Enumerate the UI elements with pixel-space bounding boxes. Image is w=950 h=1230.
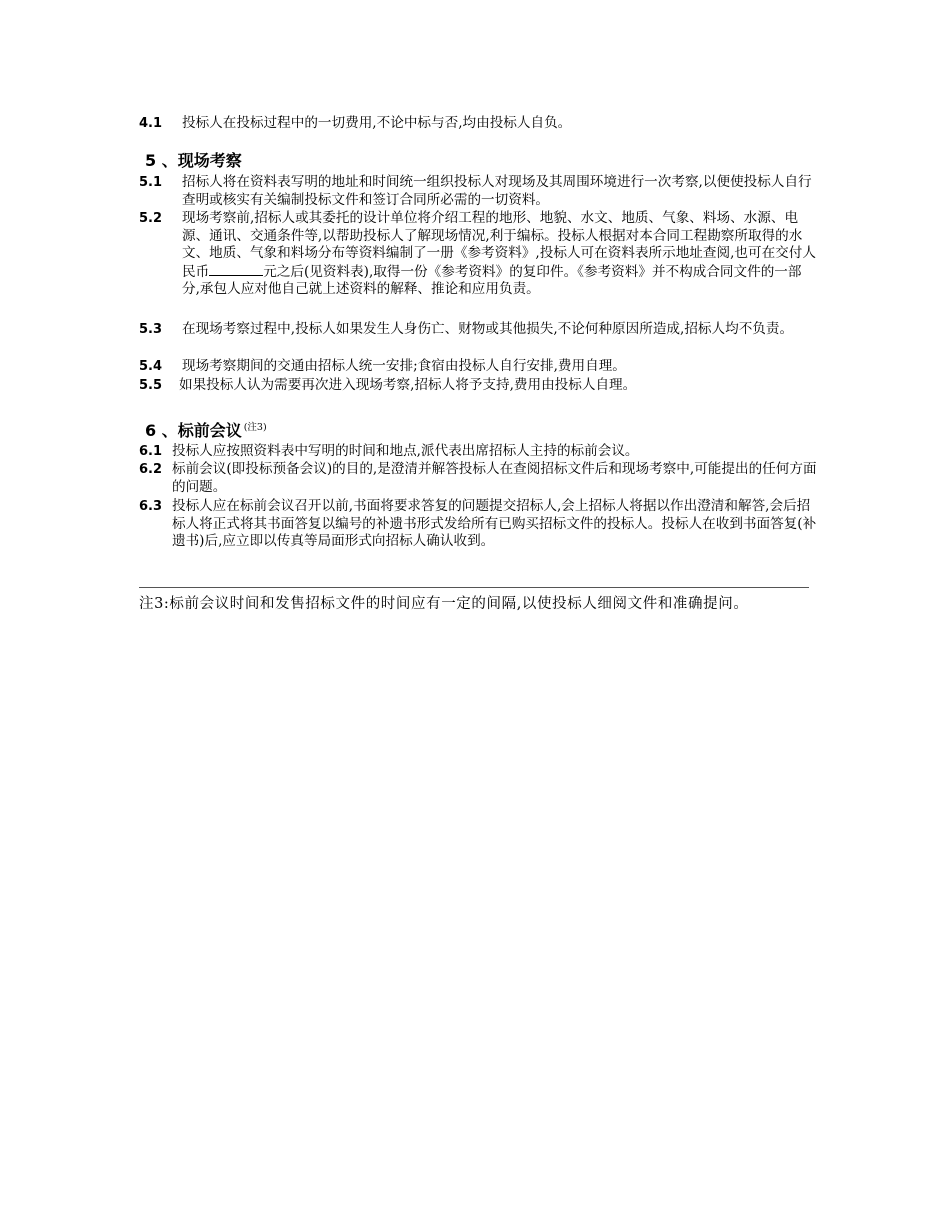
section-6-heading bbox=[145, 421, 267, 444]
clause-text-part-a: 现场考察前,招标人或其委托的设计单位将介绍工程的地形、地貌、水文、地质、气象、料场、水源、电源、通讯、交通条件等,以帮助投标人了解现场情况,利于编标。投标人根据对本合同工程勘察所取得的水文、地质、气象和料场分布等资料编制了一册《参考资料》,投标人可在资料表所示地址查阅,也可在交付人民币 bbox=[182, 210, 816, 280]
clause-5-5 bbox=[139, 377, 819, 395]
clause-5-4 bbox=[139, 358, 819, 376]
clause-number: 5.1 bbox=[139, 175, 163, 190]
clause-text: 如果投标人认为需要再次进入现场考察,招标人将予支持,费用由投标人自理。 bbox=[179, 377, 637, 393]
clause-number: 4.1 bbox=[139, 116, 163, 131]
clause-6-3 bbox=[139, 498, 819, 551]
amount-blank bbox=[209, 263, 263, 276]
clause-5-3 bbox=[139, 321, 819, 339]
clause-text: 投标人在投标过程中的一切费用,不论中标与否,均由投标人自负。 bbox=[182, 115, 572, 131]
clause-6-2 bbox=[139, 461, 819, 496]
footnote-text: 注3:标前会议时间和发售招标文件的时间应有一定的间隔,以使投标人细阅文件和准确提问。 bbox=[139, 596, 749, 612]
clause-number: 5.3 bbox=[139, 322, 163, 337]
clause-number: 6.1 bbox=[139, 444, 163, 459]
footnote-separator bbox=[139, 587, 809, 588]
clause-number: 5.2 bbox=[139, 211, 163, 226]
clause-text: 投标人应按照资料表中写明的时间和地点,派代表出席招标人主持的标前会议。 bbox=[172, 443, 639, 459]
section-5-heading: 5 、现场考察 bbox=[145, 151, 242, 170]
section-6-heading-text: 6 、标前会议 bbox=[145, 421, 242, 440]
clause-text: 现场考察期间的交通由招标人统一安排;食宿由投标人自行安排,费用自理。 bbox=[182, 358, 626, 374]
clause-text bbox=[182, 210, 819, 299]
clause-text: 在现场考察过程中,投标人如果发生人身伤亡、财物或其他损失,不论何种原因所造成,招标人均不负责。 bbox=[182, 321, 794, 337]
clause-number: 6.3 bbox=[139, 499, 163, 514]
clause-number: 5.4 bbox=[139, 359, 163, 374]
clause-text: 标前会议(即投标预备会议)的目的,是澄清并解答投标人在查阅招标文件后和现场考察中,可能提出的任何方面的问题。 bbox=[172, 461, 817, 495]
clause-4-1 bbox=[139, 115, 819, 133]
clause-text-part-b: 元之后(见资料表),取得一份《参考资料》的复印件。《参考资料》并不构成合同文件的一部分,承包人应对他自己就上述资料的解释、推论和应用负责。 bbox=[182, 263, 802, 297]
clause-number: 5.5 bbox=[139, 378, 163, 393]
clause-5-2 bbox=[139, 210, 819, 299]
clause-number: 6.2 bbox=[139, 462, 163, 477]
clause-text: 投标人应在标前会议召开以前,书面将要求答复的问题提交招标人,会上招标人将据以作出澄清和解答,会后招标人将正式将其书面答复以编号的补遗书形式发给所有已购买招标文件的投标人。投标人在收到书面答复(补遗书)后,应立即以传真等局面形式向招标人确认收到。 bbox=[172, 498, 817, 549]
clause-6-1 bbox=[139, 443, 819, 461]
clause-text: 招标人将在资料表写明的地址和时间统一组织投标人对现场及其周围环境进行一次考察,以便使投标人自行查明或核实有关编制投标文件和签订合同所必需的一切资料。 bbox=[182, 174, 812, 208]
clause-5-1 bbox=[139, 174, 819, 209]
footnote-marker: (注3) bbox=[243, 422, 267, 433]
